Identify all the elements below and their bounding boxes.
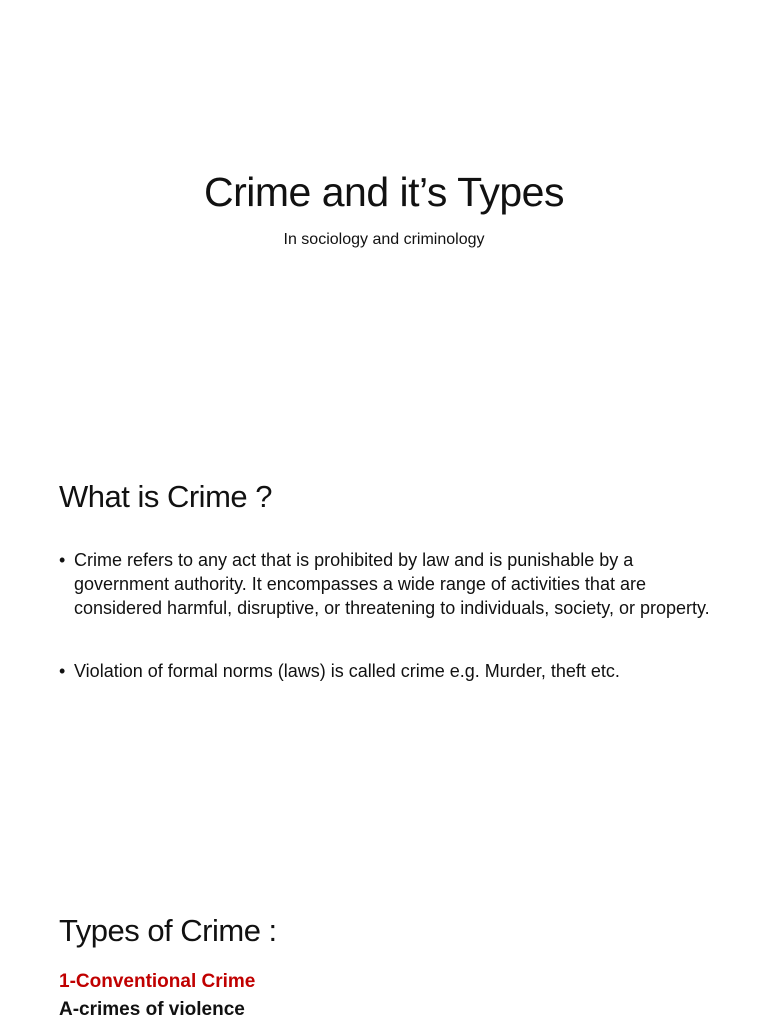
slide-title-heading: Crime and it’s Types — [204, 169, 564, 215]
slide-types-of-crime — [0, 872, 768, 1024]
slide-subtitle: In sociology and criminology — [283, 231, 485, 248]
what-is-crime-heading: What is Crime ? — [59, 479, 272, 514]
bullet-text: Crime refers to any act that is prohibited by law and is punishable by a government authority. It encompasses a wide range of activities that are considered harmful, disruptive, or threatening to individuals, society, or property. — [74, 550, 710, 618]
crimes-of-violence-subheading: A-crimes of violence — [59, 999, 245, 1020]
types-of-crime-heading: Types of Crime : — [59, 913, 277, 948]
slide-title — [0, 0, 768, 432]
bullet-dot-icon: • — [59, 550, 66, 570]
bullet-list — [59, 548, 724, 722]
bullet-text: Violation of formal norms (laws) is called crime e.g. Murder, theft etc. — [74, 661, 620, 681]
slide-what-is-crime — [0, 432, 768, 872]
bullet-item — [59, 659, 724, 683]
bullet-dot-icon: • — [59, 661, 66, 681]
bullet-item — [59, 548, 724, 620]
conventional-crime-subheading: 1-Conventional Crime — [59, 971, 256, 992]
